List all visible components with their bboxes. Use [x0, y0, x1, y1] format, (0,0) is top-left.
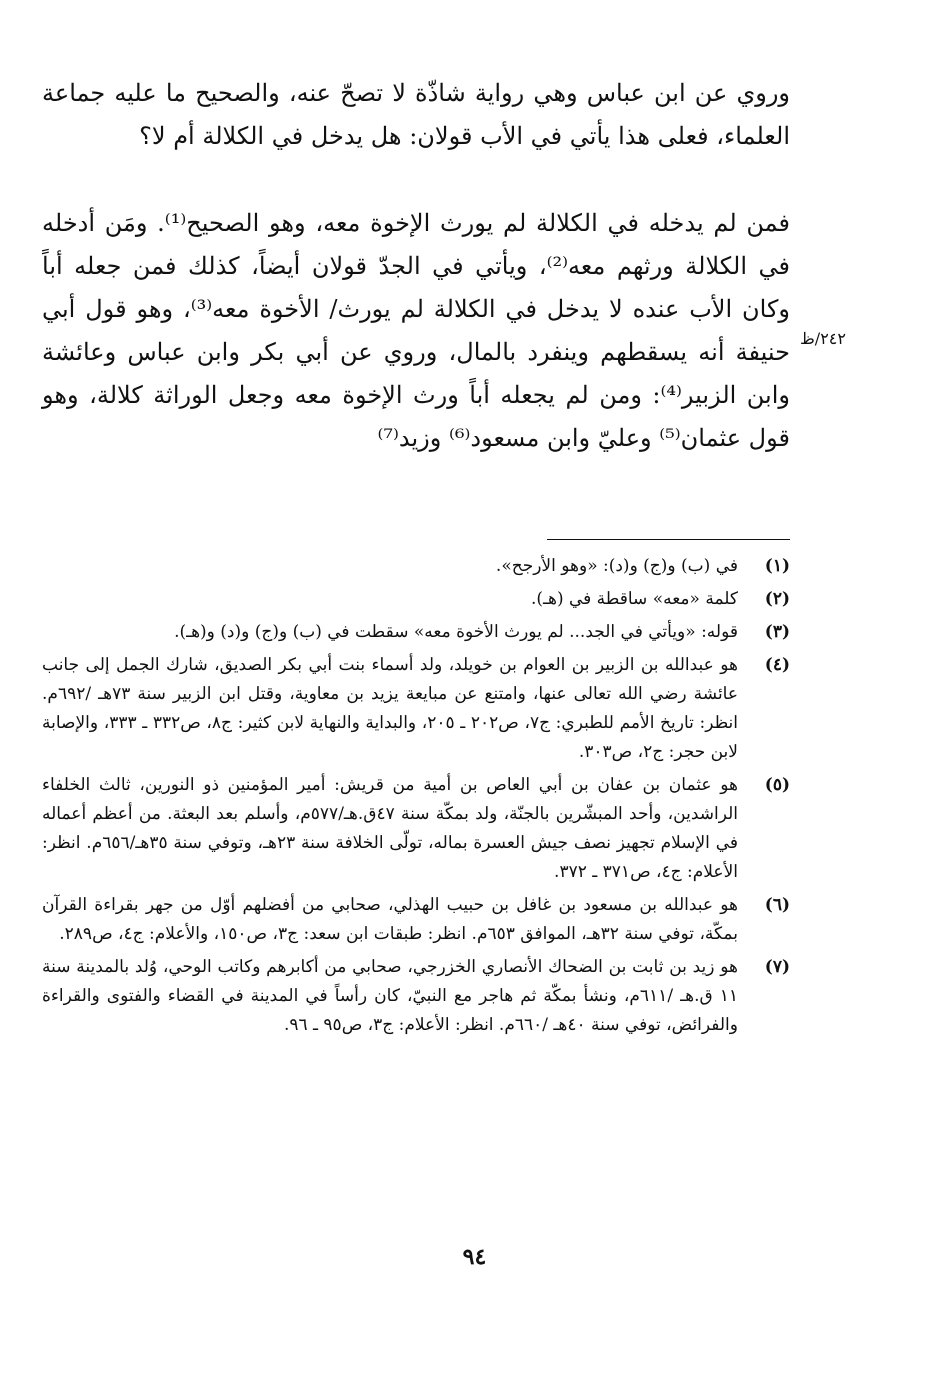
footnote-text: هو زيد بن ثابت بن الضحاك الأنصاري الخزرجي، صحابي من أكابرهم وكاتب الوحي، وُلد بالمدينة سنة ١١ ق.هـ /٦١١م، ونشأ بمكّة ثم هاجر مع النبيّ، كان رأساً في المدينة في القضاء والفتوى والقراءة والفرائض، توفي سنة ٤٠هـ /٦٦٠م. انظر: الأعلام: ج٣، ص٩٥ ـ ٩٦.: [42, 957, 738, 1035]
footnote-7: [42, 953, 790, 1040]
footnote-text: في (ب) و(ج) و(د): «وهو الأرجح».: [495, 556, 738, 576]
footnote-3: [42, 618, 790, 647]
footnote-number: (١): [764, 556, 790, 576]
margin-folio-note: ٢٤٢/ظ: [800, 329, 846, 348]
footnote-number: (٢): [764, 589, 790, 609]
footnote-number: (٥): [764, 775, 790, 795]
footnote-number: (٤): [764, 655, 790, 675]
footnote-1: [42, 552, 790, 581]
footnote-number: (٧): [764, 957, 790, 977]
footnote-text: هو عبدالله بن مسعود بن غافل بن حبيب الهذلي، صحابي من أفضلهم أوّل من جهر بقراءة القرآن بمكّة، توفي سنة ٣٢هـ، الموافق ٦٥٣م. انظر: طبقات ابن سعد: ج٣، ص١٥٠، والأعلام: ج٤، ص٢٨٩.: [42, 895, 738, 944]
footnote-6: [42, 891, 790, 949]
footnote-separator: [547, 539, 790, 540]
footnote-4: [42, 651, 790, 767]
paragraph-2: فمن لم يدخله في الكلالة لم يورث الإخوة معه، وهو الصحيح⁽¹⁾. ومَن أدخله في الكلالة ورثهم معه⁽²⁾، ويأتي في الجدّ قولان أيضاً، كذلك فمن جعله أباً وكان الأب عنده لا يدخل في الكلالة لم يورث/ الأخوة معه⁽³⁾، وهو قول أبي حنيفة أنه يسقطهم وينفرد بالمال، وروي عن أبي بكر وابن عباس وعائشة وابن الزبير⁽⁴⁾: ومن لم يجعله أباً ورث الإخوة معه وجعل الوراثة كلالة، وهو قول عثمان⁽⁵⁾ وعليّ وابن مسعود⁽⁶⁾ وزيد⁽⁷⁾: [42, 209, 790, 452]
footnote-2: [42, 585, 790, 614]
footnotes-list: [42, 552, 790, 1044]
footnote-text: هو عبدالله بن الزبير بن العوام بن خويلد، ولد أسماء بنت أبي بكر الصديق، شارك الجمل إلى جانب عائشة رضي الله تعالى عنها، وامتنع عن مبايعة يزيد بن معاوية، وقتل ابن الزبير سنة ٧٣هـ /٦٩٢م. انظر: تاريخ الأمم للطبري: ج٧، ص٢٠٢ ـ ٢٠٥، والبداية والنهاية لابن كثير: ج٨، ص٣٣٢ ـ ٣٣٣، والإصابة لابن حجر: ج٢، ص٣٠٣.: [42, 655, 739, 762]
page-number: ٩٤: [462, 1244, 487, 1270]
main-text: [42, 72, 790, 460]
footnote-5: [42, 771, 790, 887]
footnote-number: (٣): [764, 622, 790, 642]
footnote-text: كلمة «معه» ساقطة في (هـ).: [530, 589, 738, 609]
footnote-text: قوله: «ويأتي في الجد... لم يورث الأخوة معه» سقطت في (ب) و(ج) و(د) و(هـ).: [174, 622, 738, 642]
footnote-text: هو عثمان بن عفان بن أبي العاص بن أمية من قريش: أمير المؤمنين ذو النورين، ثالث الخلفاء الراشدين، وأحد المبشّرين بالجنّة، ولد بمكّة سنة ٤٧ق.هـ/٥٧٧م، وأسلم بعد البعثة. من أعظم أعماله في الإسلام تجهيز نصف جيش العسرة بماله، تولّى الخلافة سنة ٢٣هـ، وتوفي سنة ٣٥هـ/٦٥٦م. انظر: الأعلام: ج٤، ص٣٧١ ـ ٣٧٢.: [42, 775, 739, 882]
paragraph-1: وروي عن ابن عباس وهي رواية شاذّة لا تصحّ عنه، والصحيح ما عليه جماعة العلماء، فعلى هذا يأتي في الأب قولان: هل يدخل في الكلالة أم لا؟: [42, 79, 790, 150]
footnote-number: (٦): [764, 895, 790, 915]
